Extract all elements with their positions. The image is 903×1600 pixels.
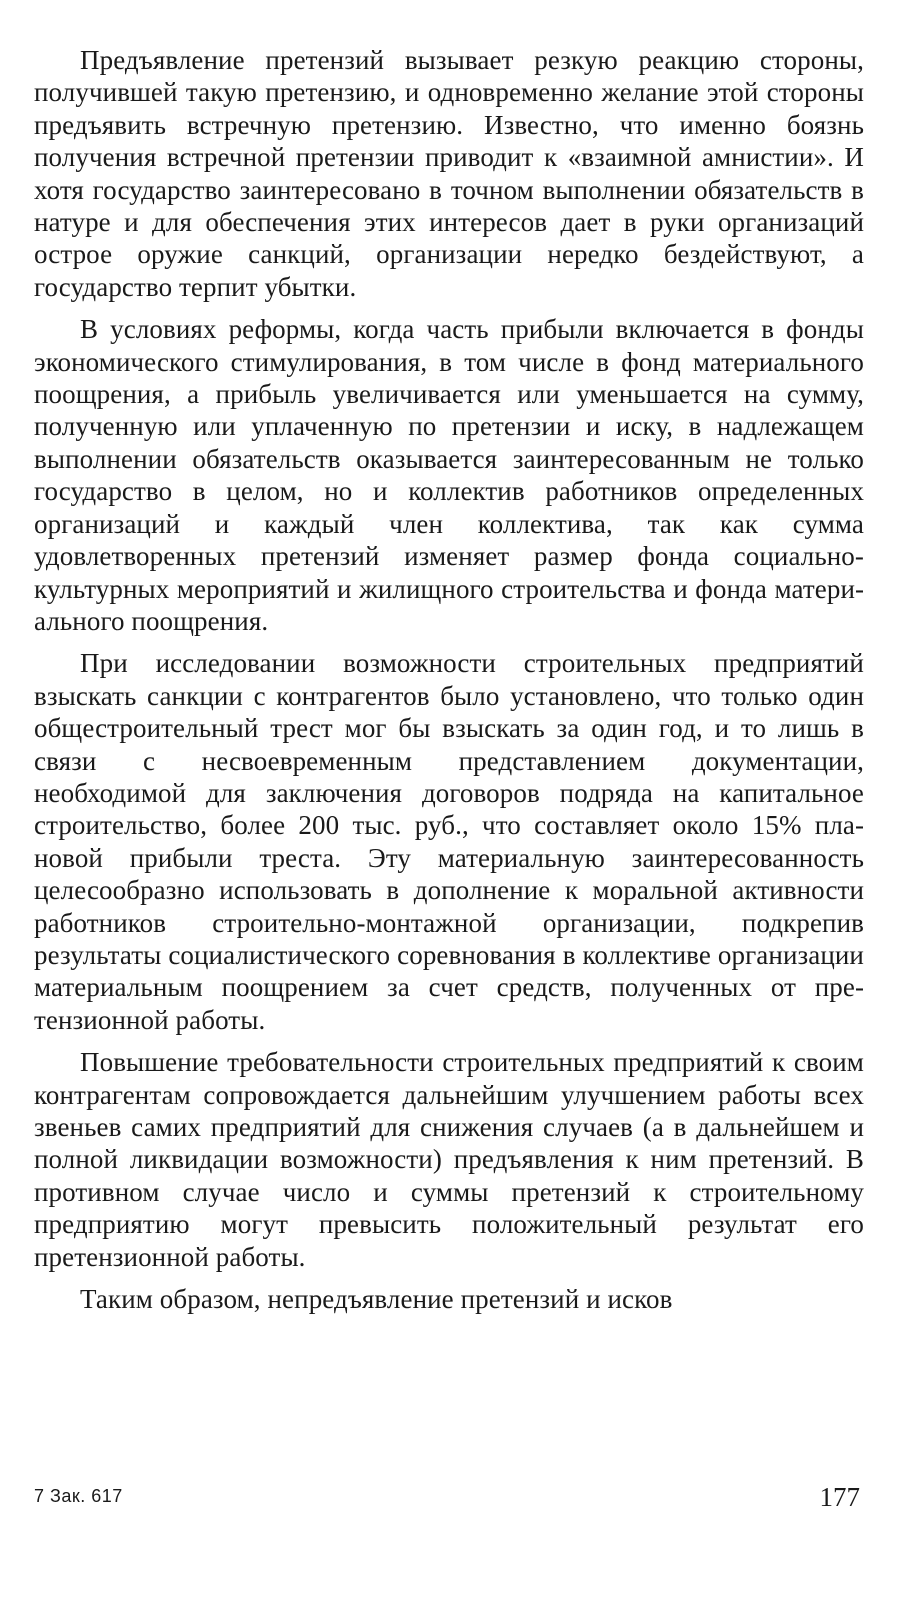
paragraph-5: Таким образом, непредъявление претензий и исков	[80, 1284, 673, 1315]
paragraph-3: При исследовании возможности строительных предприятий взыскать санкции с контрагентов было установлено, что только один общестроительный трест мог бы взыскать за один год, и то лишь в связи с несвоевременным представлением документации, необходимой для заключения договоров подряда на капитальное строительство, более 200 тыс. руб., что составляет около 15% плановой прибыли треста. Эту материальную заинтересованность целесообразно использовать в дополнение к моральной активности работников строительно-монтажной организации, подкрепив результаты социалистического соревнования в коллективе организации материальным поощрением за счет средств, полученных от претензионной работы.	[34, 648, 864, 1035]
page-body	[34, 44, 864, 1315]
print-order-note: 7 Зак. 617	[34, 1486, 123, 1506]
paragraph-4: Повышение требовательности строительных предприятий к своим контрагентам сопровождается дальнейшим улучшением работы всех звеньев самих предприятий для снижения случаев (а в дальнейшем и полной ликвидации возможности) предъявления к ним претензий. В противном случае число и суммы претензий к строительному предприятию могут превысить положительный результат его претензионной работы.	[34, 1047, 864, 1272]
page-number: 177	[819, 1482, 860, 1512]
paragraph-1: Предъявление претензий вызывает резкую реакцию стороны, получившей такую претензию, и одновременно желание этой стороны предъявить встречную претензию. Известно, что именно боязнь получения встречной претензии приводит к «взаимной амнистии». И хотя государство заинтересовано в точном выполнении обязательств в натуре и для обеспечения этих интересов дает в руки организаций острое оружие санкций, организации нередко бездействуют, а государство терпит убытки.	[34, 45, 864, 302]
page-footer	[34, 1482, 864, 1518]
paragraph-2: В условиях реформы, когда часть прибыли включается в фонды экономического стимулирования, в том числе в фонд материального поощрения, а прибыль увеличивается или уменьшается на сумму, полученную или уплаченную по претензии и иску, в надлежащем выполнении обязательств оказывается заинтересованным не только государство в целом, но и коллектив работников определенных организаций и каждый член коллектива, так как сумма удовлетворенных претензий изменяет размер фонда социально-культурных мероприятий и жилищного строительства и фонда материального поощрения.	[34, 314, 864, 636]
